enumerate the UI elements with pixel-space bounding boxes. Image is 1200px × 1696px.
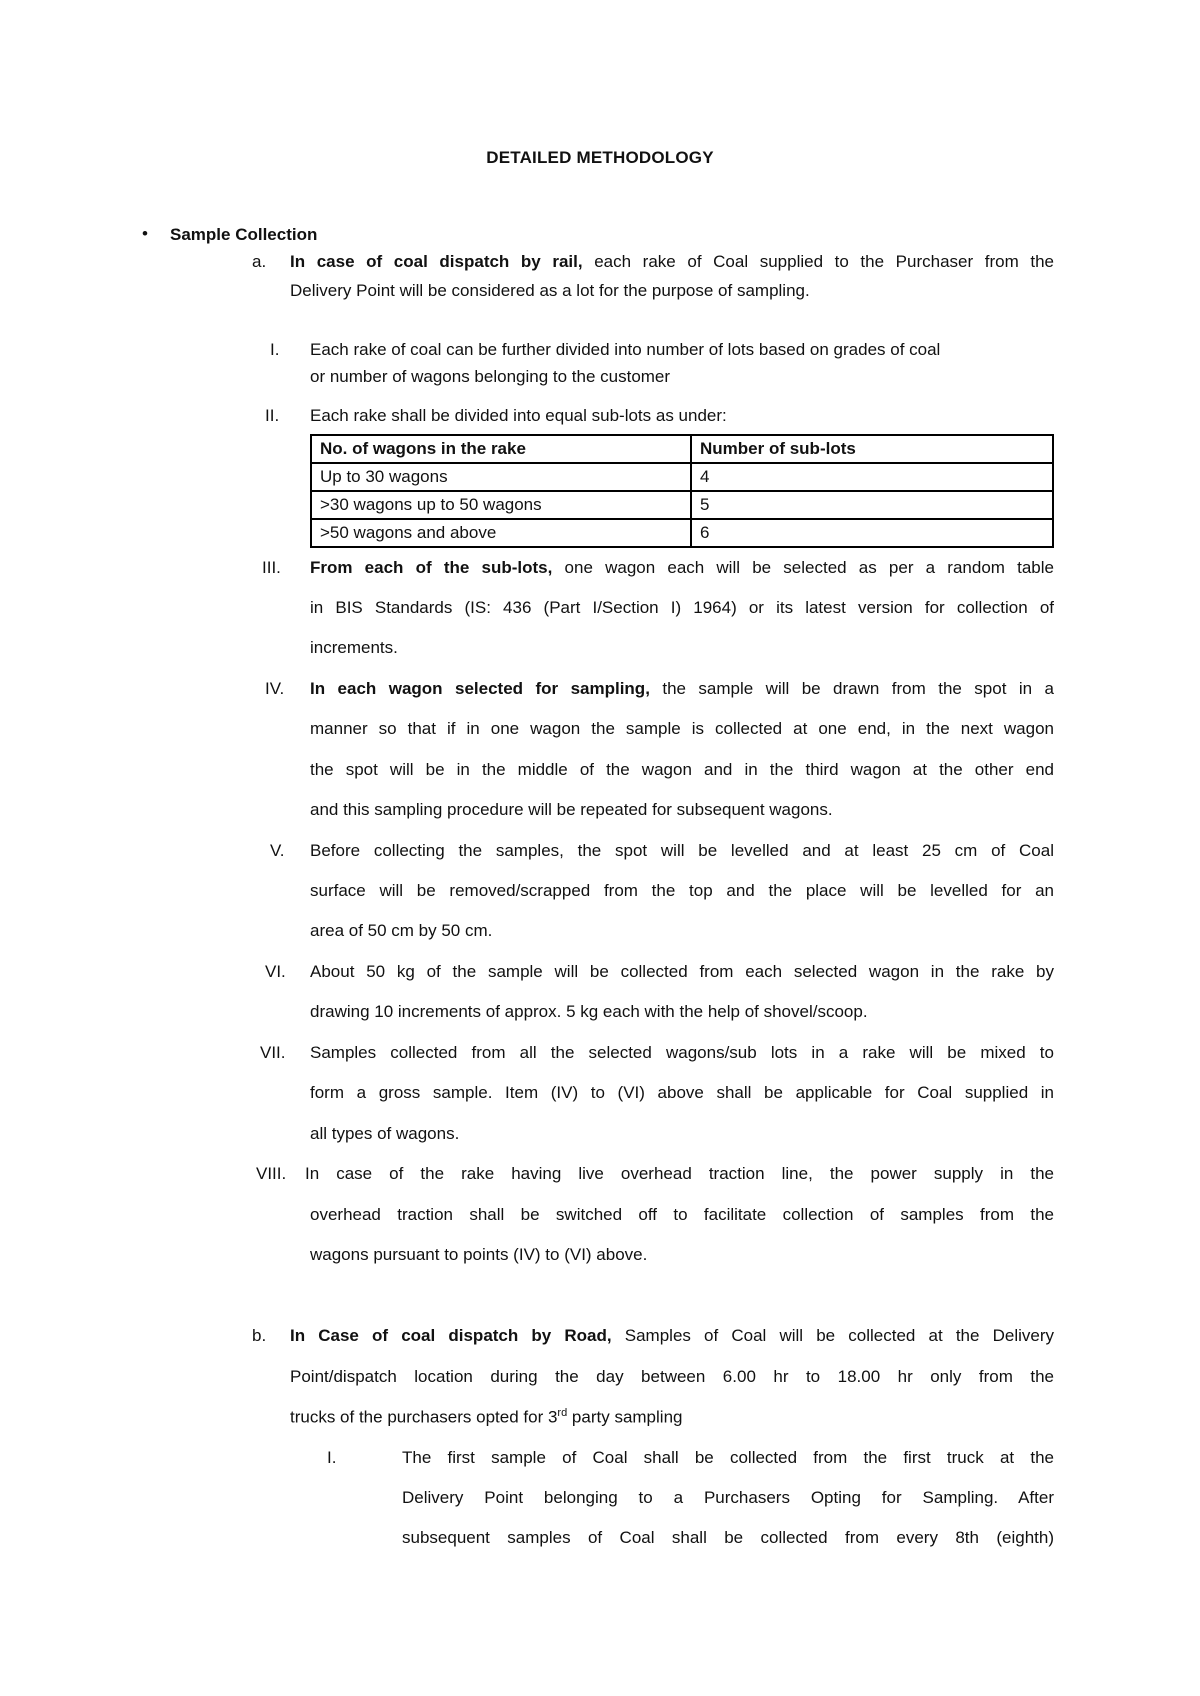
- section-heading: Sample Collection: [170, 225, 318, 244]
- item-a-iii-line1-text: one wagon each will be selected as per a random table: [552, 558, 1054, 577]
- item-b-lead: In Case of coal dispatch by Road,: [290, 1326, 612, 1345]
- table-header-row: [311, 435, 1053, 463]
- item-a-viii-line2: overhead traction shall be switched off to facilitate collection of samples from the: [310, 1205, 1054, 1224]
- item-a-iv-line3: the spot will be in the middle of the wagon and in the third wagon at the other end: [310, 760, 1054, 779]
- item-a-line1-text: each rake of Coal supplied to the Purchaser from the: [582, 252, 1054, 271]
- item-a-vii-line1: Samples collected from all the selected wagons/sub lots in a rake will be mixed to: [310, 1043, 1054, 1062]
- item-a-vi-num: VI.: [265, 962, 286, 981]
- item-a-vi-line2: drawing 10 increments of approx. 5 kg each with the help of shovel/scoop.: [310, 1002, 868, 1021]
- item-a-v-line2: surface will be removed/scrapped from the top and the place will be levelled for an: [310, 881, 1054, 900]
- table-cell: 4: [691, 463, 1053, 491]
- table-row: [311, 491, 1053, 519]
- item-b-i-line3: subsequent samples of Coal shall be collected from every 8th (eighth): [402, 1528, 1054, 1547]
- table-cell: Up to 30 wagons: [311, 463, 691, 491]
- item-a-iv-line1: [310, 679, 1054, 699]
- bullet-marker: •: [142, 224, 148, 243]
- item-b-line2: Point/dispatch location during the day between 6.00 hr to 18.00 hr only from the: [290, 1367, 1054, 1386]
- item-a-iv-num: IV.: [265, 679, 285, 698]
- item-a-iii-lead: From each of the sub-lots,: [310, 558, 553, 577]
- item-a-iv-line4: and this sampling procedure will be repeated for subsequent wagons.: [310, 800, 833, 819]
- item-a-viii-line3: wagons pursuant to points (IV) to (VI) above.: [310, 1245, 648, 1264]
- item-a-lead: In case of coal dispatch by rail,: [290, 252, 583, 271]
- item-b-i-num: I.: [327, 1448, 337, 1467]
- item-a-vi-line1: About 50 kg of the sample will be collected from each selected wagon in the rake by: [310, 962, 1054, 981]
- item-b-line3: [290, 1407, 682, 1428]
- table-cell: >30 wagons up to 50 wagons: [311, 491, 691, 519]
- item-a-i-num: I.: [270, 340, 280, 359]
- item-b-marker: b.: [252, 1326, 267, 1345]
- item-a-line1: [290, 252, 1054, 272]
- item-a-marker: a.: [252, 252, 267, 271]
- item-a-i-line1: Each rake of coal can be further divided into number of lots based on grades of coal: [310, 340, 941, 359]
- item-a-ii-num: II.: [265, 406, 280, 425]
- item-a-iii-line2: in BIS Standards (IS: 436 (Part I/Section I) 1964) or its latest version for collection of: [310, 598, 1054, 617]
- item-a-iv-lead: In each wagon selected for sampling,: [310, 679, 650, 698]
- table-header-cell: Number of sub-lots: [691, 435, 1053, 463]
- item-b-line1: [290, 1326, 1054, 1346]
- item-a-ii-line1: Each rake shall be divided into equal sub-lots as under:: [310, 406, 727, 425]
- item-a-v-num: V.: [270, 841, 285, 860]
- ordinal-suffix: rd: [557, 1407, 568, 1419]
- item-a-i-line2: or number of wagons belonging to the customer: [310, 367, 671, 386]
- table-header-cell: No. of wagons in the rake: [311, 435, 691, 463]
- item-a-vii-line2: form a gross sample. Item (IV) to (VI) above shall be applicable for Coal supplied in: [310, 1083, 1054, 1102]
- item-a-v-line3: area of 50 cm by 50 cm.: [310, 921, 493, 940]
- item-b-line3-tail: party sampling: [567, 1407, 683, 1427]
- item-b-line1-text: Samples of Coal will be collected at the Delivery: [611, 1326, 1054, 1345]
- table-cell: >50 wagons and above: [311, 519, 691, 547]
- table-row: [311, 519, 1053, 547]
- table-cell: 6: [691, 519, 1053, 547]
- item-a-vii-num: VII.: [260, 1043, 286, 1062]
- item-a-iii-num: III.: [262, 558, 281, 577]
- table-cell: 5: [691, 491, 1053, 519]
- item-a-iv-line2: manner so that if in one wagon the sample is collected at one end, in the next wagon: [310, 719, 1054, 738]
- item-a-line2: Delivery Point will be considered as a lot for the purpose of sampling.: [290, 281, 810, 300]
- item-a-iii-line3: increments.: [310, 638, 398, 657]
- sub-lots-table: [310, 434, 1054, 548]
- item-b-i-line2: Delivery Point belonging to a Purchasers Opting for Sampling. After: [402, 1488, 1054, 1507]
- item-a-viii-line1: In case of the rake having live overhead traction line, the power supply in the: [305, 1164, 1054, 1183]
- page-title: DETAILED METHODOLOGY: [486, 148, 714, 167]
- item-a-vii-line3: all types of wagons.: [310, 1124, 460, 1143]
- item-a-iv-line1-text: the sample will be drawn from the spot in a: [649, 679, 1054, 698]
- item-a-viii-num: VIII.: [256, 1164, 287, 1183]
- item-a-v-line1: Before collecting the samples, the spot will be levelled and at least 25 cm of Coal: [310, 841, 1054, 860]
- item-b-line3-text: trucks of the purchasers opted for 3: [290, 1407, 558, 1427]
- table-row: [311, 463, 1053, 491]
- item-b-i-line1: The first sample of Coal shall be collected from the first truck at the: [402, 1448, 1054, 1467]
- item-a-iii-line1: [310, 558, 1054, 578]
